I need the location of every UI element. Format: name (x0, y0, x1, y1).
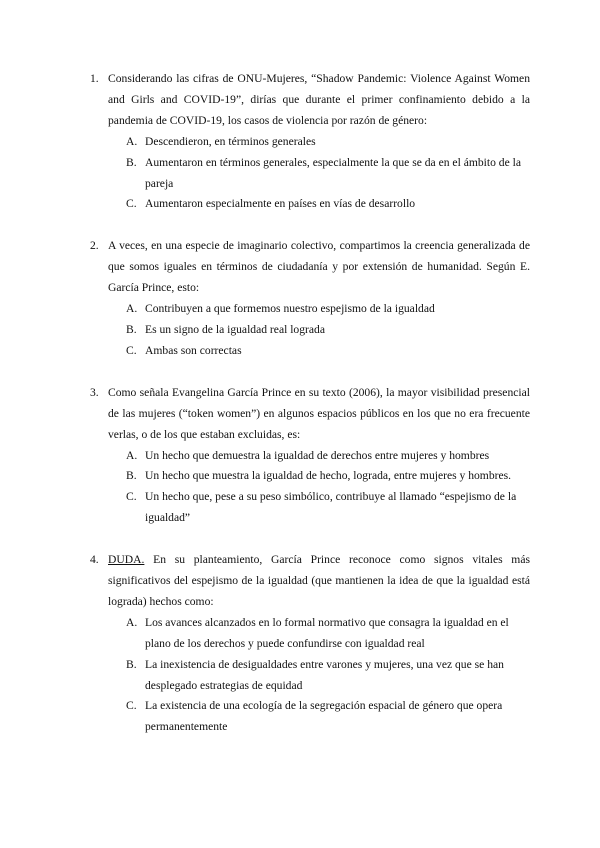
question-number: 2. (90, 239, 99, 253)
question-number: 3. (90, 385, 99, 399)
option-a (108, 613, 530, 655)
option-c (108, 341, 530, 362)
option-list (108, 446, 530, 530)
option-c (108, 487, 530, 529)
option-list (108, 299, 530, 362)
option-text: Aumentaron en términos generales, especialmente la que se da en el ámbito de la pareja (145, 155, 522, 190)
option-c (108, 696, 530, 738)
option-letter: B. (126, 469, 137, 483)
option-text: La existencia de una ecología de la segregación espacial de género que opera permanentemente (145, 699, 503, 734)
question-text (108, 383, 530, 446)
option-b (108, 466, 530, 487)
option-letter: C. (126, 197, 137, 211)
option-c (108, 194, 530, 215)
option-letter: C. (126, 343, 137, 357)
option-text: Un hecho que, pese a su peso simbólico, contribuye al llamado “espejismo de la igualdad” (145, 490, 517, 525)
question-list (90, 69, 530, 738)
option-letter: A. (126, 302, 138, 316)
option-text: Es un signo de la igualdad real lograda (145, 322, 325, 336)
option-text: Ambas son correctas (145, 343, 242, 357)
question-text (108, 69, 530, 132)
option-letter: C. (126, 490, 137, 504)
question-text (108, 550, 530, 613)
option-letter: A. (126, 134, 138, 148)
option-letter: B. (126, 155, 137, 169)
question-number: 1. (90, 72, 99, 85)
option-letter: C. (126, 699, 137, 713)
doubt-tag: DUDA. (108, 553, 145, 567)
question-body: Como señala Evangelina García Prince en su texto (2006), la mayor visibilidad presencial de las mujeres (“token women”) en algunos espacios públicos en los que no era frecuente verlas, o de los que estaban excluidas, es: (108, 385, 530, 441)
question-3 (90, 383, 530, 529)
option-letter: A. (126, 448, 138, 462)
option-b (108, 320, 530, 341)
option-a (108, 446, 530, 467)
option-text: La inexistencia de desigualdades entre varones y mujeres, una vez que se han desplegado estrategias de equidad (145, 657, 504, 692)
option-letter: A. (126, 615, 138, 629)
question-body: Considerando las cifras de ONU-Mujeres, “Shadow Pandemic: Violence Against Women and Girls and COVID-19”, dirías que durante el primer confinamiento debido a la pandemia de COVID-19, los casos de violencia por razón de género: (108, 72, 530, 127)
option-text: Los avances alcanzados en lo formal normativo que consagra la igualdad en el plano de los derechos y puede confundirse con igualdad real (145, 615, 509, 650)
question-2 (90, 236, 530, 361)
option-text: Un hecho que muestra la igualdad de hecho, lograda, entre mujeres y hombres. (145, 469, 512, 483)
option-b (108, 153, 530, 195)
option-a (108, 132, 530, 153)
option-letter: B. (126, 657, 137, 671)
option-list (108, 613, 530, 738)
option-b (108, 655, 530, 697)
option-text: Aumentaron especialmente en países en vías de desarrollo (145, 197, 416, 211)
option-text: Un hecho que demuestra la igualdad de derechos entre mujeres y hombres (145, 448, 490, 462)
question-body: En su planteamiento, García Prince reconoce como signos vitales más significativos del espejismo de la igualdad (que mantienen la idea de que la igualdad está lograda) hechos como: (108, 553, 530, 608)
option-letter: B. (126, 322, 137, 336)
option-a (108, 299, 530, 320)
option-list (108, 132, 530, 216)
question-body: A veces, en una especie de imaginario colectivo, compartimos la creencia generalizada de que somos iguales en términos de ciudadanía y por extensión de humanidad. Según E. García Prince, esto: (108, 239, 530, 295)
option-text: Contribuyen a que formemos nuestro espejismo de la igualdad (145, 302, 435, 316)
option-text: Descendieron, en términos generales (145, 134, 316, 148)
question-text (108, 236, 530, 299)
question-number: 4. (90, 553, 99, 567)
question-1 (90, 69, 530, 215)
question-4 (90, 550, 530, 738)
